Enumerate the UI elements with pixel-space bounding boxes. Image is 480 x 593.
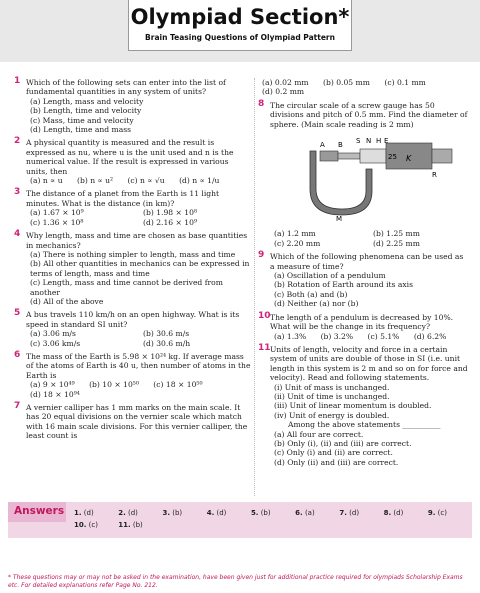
option: (c) 1.36 × 10⁸ xyxy=(30,217,84,227)
option: (d) 2.25 mm xyxy=(373,238,420,248)
statement: (iv) Unit of energy is doubled. xyxy=(274,410,390,420)
anvil xyxy=(320,151,338,161)
option: (a) 0.02 mm xyxy=(262,78,309,87)
question-number: 4 xyxy=(14,229,21,240)
label-B: B xyxy=(338,141,343,150)
answers-list xyxy=(74,507,470,531)
question-text: A vernier calliper has 1 mm marks on the main scale. It has 20 equal divisions on the vernier scale which match with 16 main scale divisions. For this vernier calliper, the least count is xyxy=(26,403,248,441)
label-N: N xyxy=(366,137,372,146)
question-2 xyxy=(14,138,252,185)
answer-item: 8. (d) xyxy=(383,509,404,517)
column-divider xyxy=(254,78,255,496)
answers-bar xyxy=(8,502,472,538)
option: (d) n ∝ 1/u xyxy=(179,176,220,186)
option: (c) Length, mass and time cannot be derived from another xyxy=(30,278,223,297)
label-E: E xyxy=(384,137,389,146)
option: (d) 18 × 10⁹⁴ xyxy=(30,389,80,399)
statement: (ii) Unit of time is unchanged. xyxy=(274,391,390,401)
label-M: M xyxy=(336,215,343,224)
option: (c) 5.1% xyxy=(367,331,400,341)
question-1 xyxy=(14,78,252,134)
question-text: A bus travels 110 km/h on an open highway. What is its speed in standard SI unit? xyxy=(26,310,240,329)
option: (c) 18 × 10⁵⁰ xyxy=(153,380,203,390)
left-column xyxy=(14,78,252,445)
option: (b) All other quantities in mechanics can be expressed in terms of length, mass and time xyxy=(30,259,250,278)
question-text: The distance of a planet from the Earth is 11 light minutes. What is the distance (in km)? xyxy=(26,189,220,208)
option: (a) Oscillation of a pendulum xyxy=(274,271,386,281)
option: (d) Neither (a) nor (b) xyxy=(274,299,359,309)
option: (a) 1.3% xyxy=(274,331,307,341)
spindle xyxy=(338,153,360,159)
question-text: Units of length, velocity and force in a certain system of units are double of those in SI (i.e. unit length in this system is 2 m and so on for force and velocity). Read and following statements. xyxy=(270,344,468,383)
option: (a) Length, mass and velocity xyxy=(30,96,144,106)
answer-item: 1. (d) xyxy=(74,509,94,517)
option: (b) Only (i), (ii) and (iii) are correct. xyxy=(274,438,412,448)
option: (b) 1.98 × 10⁸ xyxy=(143,208,198,218)
option: (a) There is nothing simpler to length, mass and time xyxy=(30,249,236,259)
statement: (iii) Unit of linear momentum is doubled. xyxy=(274,401,432,411)
question-number: 2 xyxy=(14,136,21,147)
statement: (i) Unit of mass is unchanged. xyxy=(274,382,390,392)
option: (b) 0.05 mm xyxy=(323,78,370,87)
option: (d) 0.2 mm xyxy=(262,87,305,97)
question-text: The mass of the Earth is 5.98 × 10²⁴ kg. If average mass of the atoms of Earth is 40 u, then number of atoms in the Earth is xyxy=(26,351,251,380)
question-number: 9 xyxy=(258,250,265,261)
question-number: 3 xyxy=(14,187,21,198)
option: (b) 30.6 m/s xyxy=(143,329,190,339)
option: (b) 3.2% xyxy=(320,331,354,341)
question-4 xyxy=(14,231,252,306)
header-band xyxy=(0,0,480,62)
option: (a) n ∝ u xyxy=(30,176,63,186)
option: (b) Rotation of Earth around its axis xyxy=(274,280,413,290)
question-text: Which of the following phenomena can be used as a measure of time? xyxy=(270,252,464,271)
option: (a) 3.06 m/s xyxy=(30,329,76,339)
answer-item: 4. (d) xyxy=(206,509,227,517)
sleeve xyxy=(360,149,386,163)
question-number: 1 xyxy=(14,76,21,86)
right-column xyxy=(258,78,468,471)
option: (d) 6.2% xyxy=(413,331,447,341)
answer-item: 2. (d) xyxy=(118,509,138,517)
option: (d) Length, time and mass xyxy=(30,125,132,135)
label-25: 25 xyxy=(388,153,397,162)
question-number: 8 xyxy=(258,98,265,109)
option: (a) 1.67 × 10⁹ xyxy=(30,208,84,218)
option: (c) Mass, time and velocity xyxy=(30,115,134,125)
answer-item: 3. (b) xyxy=(162,509,183,517)
option: (c) 2.20 mm xyxy=(274,238,321,248)
option: (d) Only (ii) and (iii) are correct. xyxy=(274,457,399,467)
question-text: A physical quantity is measured and the result is expressed as nu, where u is the unit used and n is the numerical value. If the result is expressed in various units, then xyxy=(26,138,234,176)
question-10 xyxy=(258,310,468,341)
question-text: Which of the following sets can enter into the list of fundamental quantities in any system of units? xyxy=(26,78,226,97)
question-number: 6 xyxy=(14,349,21,360)
option: (d) All of the above xyxy=(30,296,104,306)
answers-label: Answers xyxy=(14,505,65,517)
question-8 xyxy=(258,98,468,248)
label-A: A xyxy=(320,141,325,150)
option: (c) Both (a) and (b) xyxy=(274,289,348,299)
option: (d) 2.16 × 10⁹ xyxy=(143,217,198,227)
label-R: R xyxy=(432,171,437,180)
title-box xyxy=(128,0,352,51)
option: (b) 10 × 10⁵⁰ xyxy=(89,380,139,390)
page-title: Olympiad Section* xyxy=(130,5,350,29)
question-text: The circular scale of a screw gauge has 50 divisions and pitch of 0.5 mm. Find the diameter of sphere. (Main scale reading is 2 mm) xyxy=(270,100,468,129)
option: (c) Only (i) and (ii) are correct. xyxy=(274,448,393,458)
label-H: H xyxy=(376,137,382,146)
answer-item: 9. (c) xyxy=(427,509,447,517)
label-K: K xyxy=(406,154,412,164)
question-6 xyxy=(14,349,252,399)
question-number: 10 xyxy=(258,310,271,321)
footnote: * These questions may or may not be asked in the examination, have been given just for additional practice required for olympiads Scholarship Exams etc. For detailed explanations refer Page No. 212. xyxy=(8,574,463,589)
answer-item: 10. (c) xyxy=(74,521,98,529)
option: (d) 30.6 m/h xyxy=(143,338,191,348)
screw-gauge-diagram xyxy=(280,131,470,223)
answer-item: 11. (b) xyxy=(118,521,143,529)
question-number: 7 xyxy=(14,401,21,411)
option: (a) 9 × 10⁴⁹ xyxy=(30,380,75,390)
option: (a) 1.2 mm xyxy=(274,229,316,239)
question-7 xyxy=(14,403,252,441)
option: (a) All four are correct. xyxy=(274,429,364,439)
option: (b) n ∝ u² xyxy=(77,176,114,186)
question-text: Why length, mass and time are chosen as base quantities in mechanics? xyxy=(26,231,248,250)
answer-item: 6. (a) xyxy=(295,509,315,517)
answers-tab xyxy=(8,502,66,522)
question-number: 11 xyxy=(258,342,271,353)
question-text: The length of a pendulum is decreased by 10%. What will be the change in its frequency? xyxy=(270,312,454,332)
answer-item: 7. (d) xyxy=(339,509,360,517)
question-number: 5 xyxy=(14,308,21,319)
question-5 xyxy=(14,310,252,348)
page-subtitle: Brain Teasing Questions of Olympiad Pattern xyxy=(145,33,335,42)
ratchet xyxy=(432,149,452,163)
answer-item: 5. (b) xyxy=(250,509,271,517)
option: (c) 0.1 mm xyxy=(384,78,426,87)
option: (c) 3.06 km/s xyxy=(30,338,81,348)
statement: Among the above statements __________ xyxy=(288,420,441,430)
question-7-options xyxy=(258,78,468,97)
question-3 xyxy=(14,189,252,227)
question-9 xyxy=(258,252,468,308)
option: (b) 1.25 mm xyxy=(373,229,420,239)
question-11 xyxy=(258,342,468,467)
option: (b) Length, time and velocity xyxy=(30,106,142,116)
option: (c) n ∝ √u xyxy=(127,176,165,186)
label-S: S xyxy=(356,137,361,146)
